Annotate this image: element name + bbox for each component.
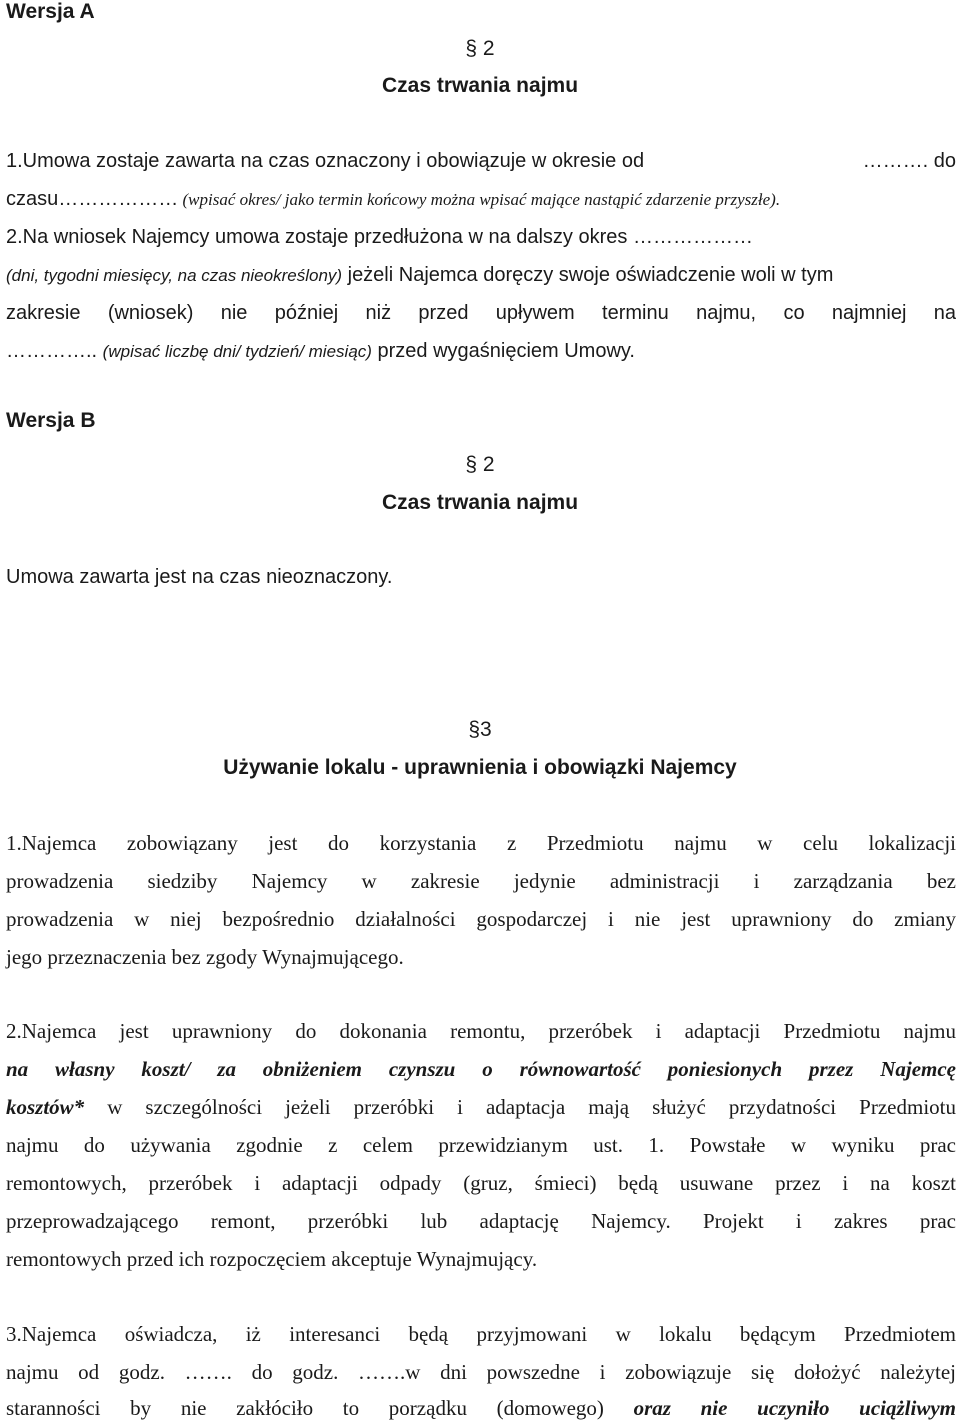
paragraph-line: staranności by nie zakłóciło to porządku (domowego) oraz nie uczyniło uciążliwym xyxy=(6,1396,956,1420)
section-title: Czas trwania najmu xyxy=(381,74,579,97)
paragraph-line: najmu od godz. ……. do godz. …….w dni powszedne i zobowiązuje się dołożyć należytej xyxy=(6,1360,956,1384)
paragraph-line: (dni, tygodni miesięcy, na czas nieokreślony) jeżeli Najemca doręczy swoje oświadczenie woli w tym xyxy=(6,264,834,286)
paragraph-line: czasu……………… (wpisać okres/ jako termin końcowy można wpisać mające nastąpić zdarzenie przyszłe). xyxy=(6,188,781,210)
paragraph-line: 2.Najemca jest uprawniony do dokonania remontu, przeróbek i adaptacji Przedmiotu najmu xyxy=(6,1019,956,1043)
section-number: § 2 xyxy=(465,37,495,60)
paragraph-line: prowadzenia siedziby Najemcy w zakresie jedynie administracji i zarządzania bez xyxy=(6,869,956,893)
paragraph-line: zakresie (wniosek) nie później niż przed upływem terminu najmu, co najmniej na xyxy=(6,302,956,324)
paragraph-line: na własny koszt/ za obniżeniem czynszu o równowartość poniesionych przez Najemcę xyxy=(6,1057,956,1081)
paragraph-line: jego przeznaczenia bez zgody Wynajmującego. xyxy=(6,945,404,969)
section-number: § 2 xyxy=(465,453,495,476)
section-number: §3 xyxy=(468,718,492,741)
paragraph-line: 3.Najemca oświadcza, iż interesanci będą przyjmowani w lokalu będącym Przedmiotem xyxy=(6,1322,956,1346)
paragraph-line: remontowych, przeróbek i adaptacji odpady (gruz, śmieci) będą usuwane przez i na koszt xyxy=(6,1171,956,1195)
section-title: Czas trwania najmu xyxy=(381,491,579,514)
paragraph-line: Umowa zawarta jest na czas nieoznaczony. xyxy=(6,566,393,588)
paragraph-line: prowadzenia w niej bezpośrednio działalności gospodarczej i nie jest uprawniony do zmiany xyxy=(6,907,956,931)
paragraph-line: 1.Najemca zobowiązany jest do korzystania z Przedmiotu najmu w celu lokalizacji xyxy=(6,831,956,855)
version-b-heading: Wersja B xyxy=(6,409,96,432)
paragraph-line: remontowych przed ich rozpoczęciem akceptuje Wynajmujący. xyxy=(6,1247,538,1271)
version-a-heading: Wersja A xyxy=(6,0,95,23)
paragraph-line: ………….. (wpisać liczbę dni/ tydzień/ miesiąc) przed wygaśnięciem Umowy. xyxy=(6,340,635,362)
paragraph-line: najmu do używania zgodnie z celem przewidzianym ust. 1. Powstałe w wyniku prac xyxy=(6,1133,956,1157)
paragraph-line: przeprowadzającego remont, przeróbki lub adaptację Najemcy. Projekt i zakres prac xyxy=(6,1209,956,1233)
paragraph-line: 2.Na wniosek Najemcy umowa zostaje przedłużona w na dalszy okres ……………… xyxy=(6,226,753,248)
paragraph-line: 1.Umowa zostaje zawarta na czas oznaczony i obowiązuje w okresie od ………. do xyxy=(6,150,956,172)
section-title: Używanie lokalu - uprawnienia i obowiązki Najemcy xyxy=(223,756,737,779)
paragraph-line: kosztów* w szczególności jeżeli przeróbki i adaptacja mają służyć przydatności Przedmiotu xyxy=(6,1095,956,1119)
